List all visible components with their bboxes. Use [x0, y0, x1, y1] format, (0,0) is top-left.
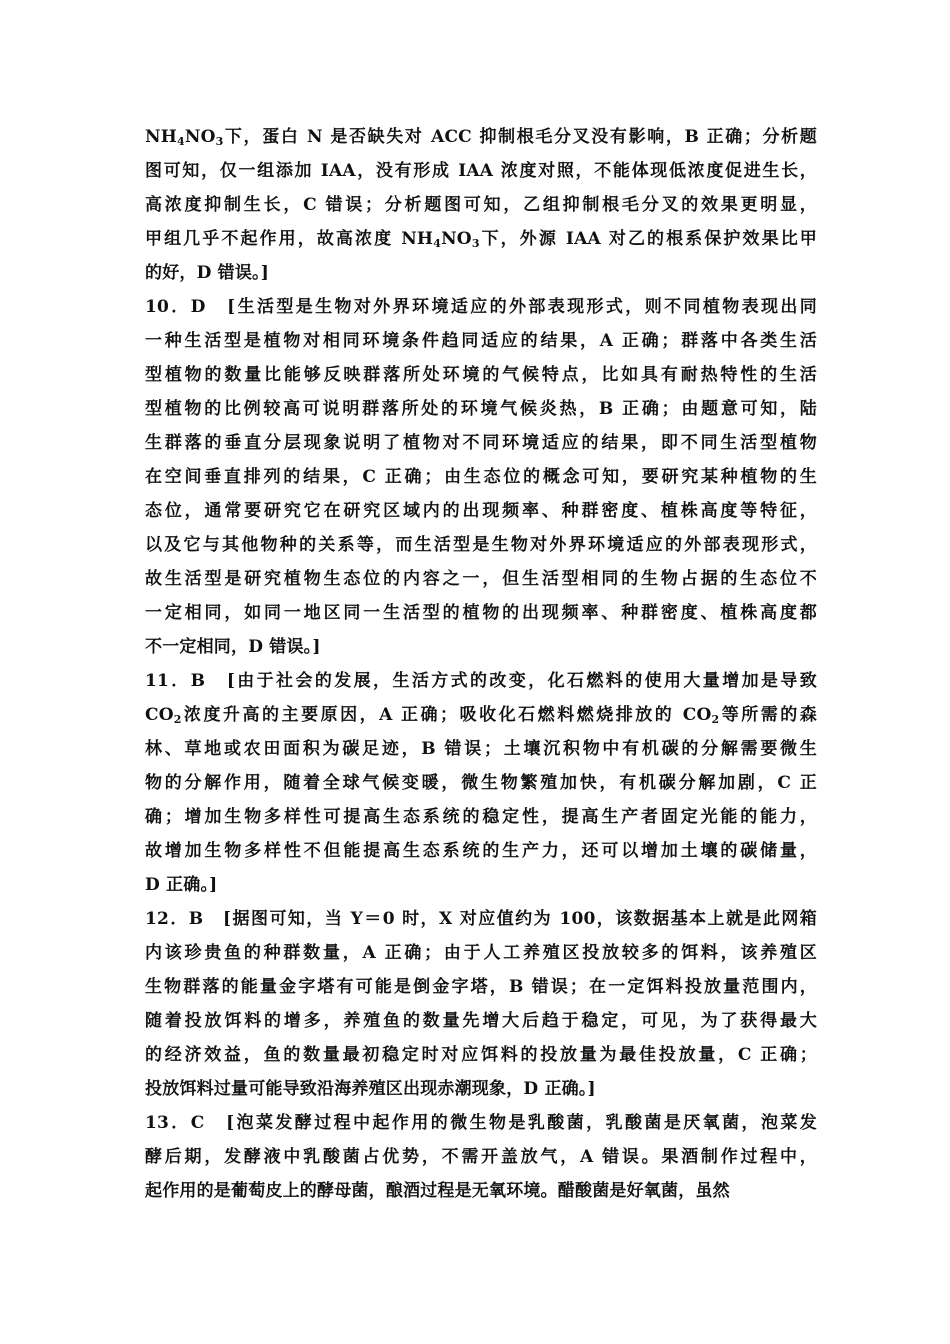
text-line [145, 868, 817, 902]
text-line [145, 664, 817, 698]
text-segment: 确；增加生物多样性可提高生态系统的稳定性，提高生产者固定光能的能力， [145, 807, 817, 827]
subscript-text: 3 [471, 237, 480, 250]
text-segment: 10．D [生活型是生物对外界环境适应的外部表现形式，则不同植物表现出同 [145, 297, 817, 317]
subscript-text: 2 [173, 713, 182, 726]
text-line [145, 1004, 817, 1038]
text-line [145, 1106, 817, 1140]
text-segment: NO [441, 229, 472, 249]
text-line [145, 562, 817, 596]
text-segment: 态位，通常要研究它在研究区域内的出现频率、种群密度、植株高度等特征， [145, 501, 817, 521]
text-line [145, 256, 817, 290]
text-line [145, 1174, 817, 1208]
text-line [145, 1140, 817, 1174]
text-segment: 不一定相同，D 错误。] [145, 637, 321, 657]
text-line [145, 426, 817, 460]
text-line [145, 494, 817, 528]
text-segment: 故增加生物多样性不但能提高生态系统的生产力，还可以增加土壤的碳储量， [145, 841, 817, 861]
text-segment: 生群落的垂直分层现象说明了植物对不同环境适应的结果，即不同生活型植物 [145, 433, 817, 453]
text-segment: D 正确。] [145, 875, 218, 895]
text-line [145, 1072, 817, 1106]
answer-paragraph-p9-cont [145, 120, 817, 290]
text-segment: 型植物的比例较高可说明群落所处的环境气候炎热，B 正确；由题意可知，陆 [145, 399, 817, 419]
text-line [145, 528, 817, 562]
text-line [145, 1038, 817, 1072]
text-line [145, 596, 817, 630]
answer-explanations-page [145, 120, 817, 1208]
text-segment: 下，外源 IAA 对乙的根系保护效果比甲 [479, 229, 817, 249]
text-segment: NO [184, 127, 216, 147]
text-segment: 酵后期，发酵液中乳酸菌占优势，不需开盖放气，A 错误。果酒制作过程中， [145, 1147, 817, 1167]
text-line [145, 800, 817, 834]
answer-paragraph-p12 [145, 902, 817, 1106]
text-line [145, 358, 817, 392]
text-line [145, 698, 817, 732]
text-segment: 11．B [由于社会的发展，生活方式的改变，化石燃料的使用大量增加是导致 [145, 671, 817, 691]
text-line [145, 732, 817, 766]
text-segment: CO [145, 705, 174, 725]
text-line [145, 188, 817, 222]
text-segment: 型植物的数量比能够反映群落所处环境的气候特点，比如具有耐热特性的生活 [145, 365, 817, 385]
text-line [145, 392, 817, 426]
text-segment: NH [145, 127, 178, 147]
answer-paragraph-p13 [145, 1106, 817, 1208]
text-segment: 以及它与其他物种的关系等，而生活型是生物对外界环境适应的外部表现形式， [145, 535, 817, 555]
text-segment: 内该珍贵鱼的种群数量，A 正确；由于人工养殖区投放较多的饵料，该养殖区 [145, 943, 817, 963]
subscript-text: 3 [215, 135, 224, 148]
text-segment: 物的分解作用，随着全球气候变暖，微生物繁殖加快，有机碳分解加剧，C 正 [145, 773, 817, 793]
text-segment: 起作用的是葡萄皮上的酵母菌，酿酒过程是无氧环境。醋酸菌是好氧菌，虽然 [145, 1181, 730, 1201]
text-segment: 12．B [据图可知，当 Y＝0 时，X 对应值约为 100，该数据基本上就是此网箱 [145, 909, 817, 929]
subscript-text: 4 [177, 135, 185, 148]
text-segment: 下，蛋白 N 是否缺失对 ACC 抑制根毛分叉没有影响，B 正确；分析题 [223, 127, 817, 147]
text-line [145, 766, 817, 800]
text-segment: 高浓度抑制生长，C 错误；分析题图可知，乙组抑制根毛分叉的效果更明显， [145, 195, 817, 215]
text-segment: 图可知，仅一组添加 IAA，没有形成 IAA 浓度对照，不能体现低浓度促进生长， [145, 161, 817, 181]
text-segment: 在空间垂直排列的结果，C 正确；由生态位的概念可知，要研究某种植物的生 [145, 467, 817, 487]
text-segment: 一定相同，如同一地区同一生活型的植物的出现频率、种群密度、植株高度都 [145, 603, 817, 623]
text-segment: 的经济效益，鱼的数量最初稳定时对应饵料的投放量为最佳投放量，C 正确； [145, 1045, 817, 1065]
answer-paragraph-p10 [145, 290, 817, 664]
text-segment: 浓度升高的主要原因，A 正确；吸收化石燃料燃烧排放的 CO [181, 705, 712, 725]
text-segment: 等所需的森 [719, 705, 817, 725]
text-segment: 投放饵料过量可能导致沿海养殖区出现赤潮现象，D 正确。] [145, 1079, 596, 1099]
text-segment: 随着投放饵料的增多，养殖鱼的数量先增大后趋于稳定，可见，为了获得最大 [145, 1011, 817, 1031]
text-line [145, 120, 817, 154]
answer-paragraph-p11 [145, 664, 817, 902]
text-segment: 林、草地或农田面积为碳足迹，B 错误；土壤沉积物中有机碳的分解需要微生 [145, 739, 817, 759]
text-line [145, 630, 817, 664]
text-line [145, 222, 817, 256]
text-segment: 13．C [泡菜发酵过程中起作用的微生物是乳酸菌，乳酸菌是厌氧菌，泡菜发 [145, 1113, 817, 1133]
text-segment: 生物群落的能量金字塔有可能是倒金字塔，B 错误；在一定饵料投放量范围内， [145, 977, 817, 997]
text-line [145, 834, 817, 868]
subscript-text: 4 [433, 237, 442, 250]
text-line [145, 936, 817, 970]
subscript-text: 2 [711, 713, 720, 726]
text-segment: 故生活型是研究植物生态位的内容之一，但生活型相同的生物占据的生态位不 [145, 569, 817, 589]
text-segment: 甲组几乎不起作用，故高浓度 NH [145, 229, 434, 249]
text-line [145, 324, 817, 358]
text-segment: 一种生活型是植物对相同环境条件趋同适应的结果，A 正确；群落中各类生活 [145, 331, 817, 351]
text-line [145, 460, 817, 494]
text-segment: 的好，D 错误。] [145, 263, 270, 283]
text-line [145, 154, 817, 188]
text-line [145, 290, 817, 324]
text-line [145, 902, 817, 936]
text-line [145, 970, 817, 1004]
